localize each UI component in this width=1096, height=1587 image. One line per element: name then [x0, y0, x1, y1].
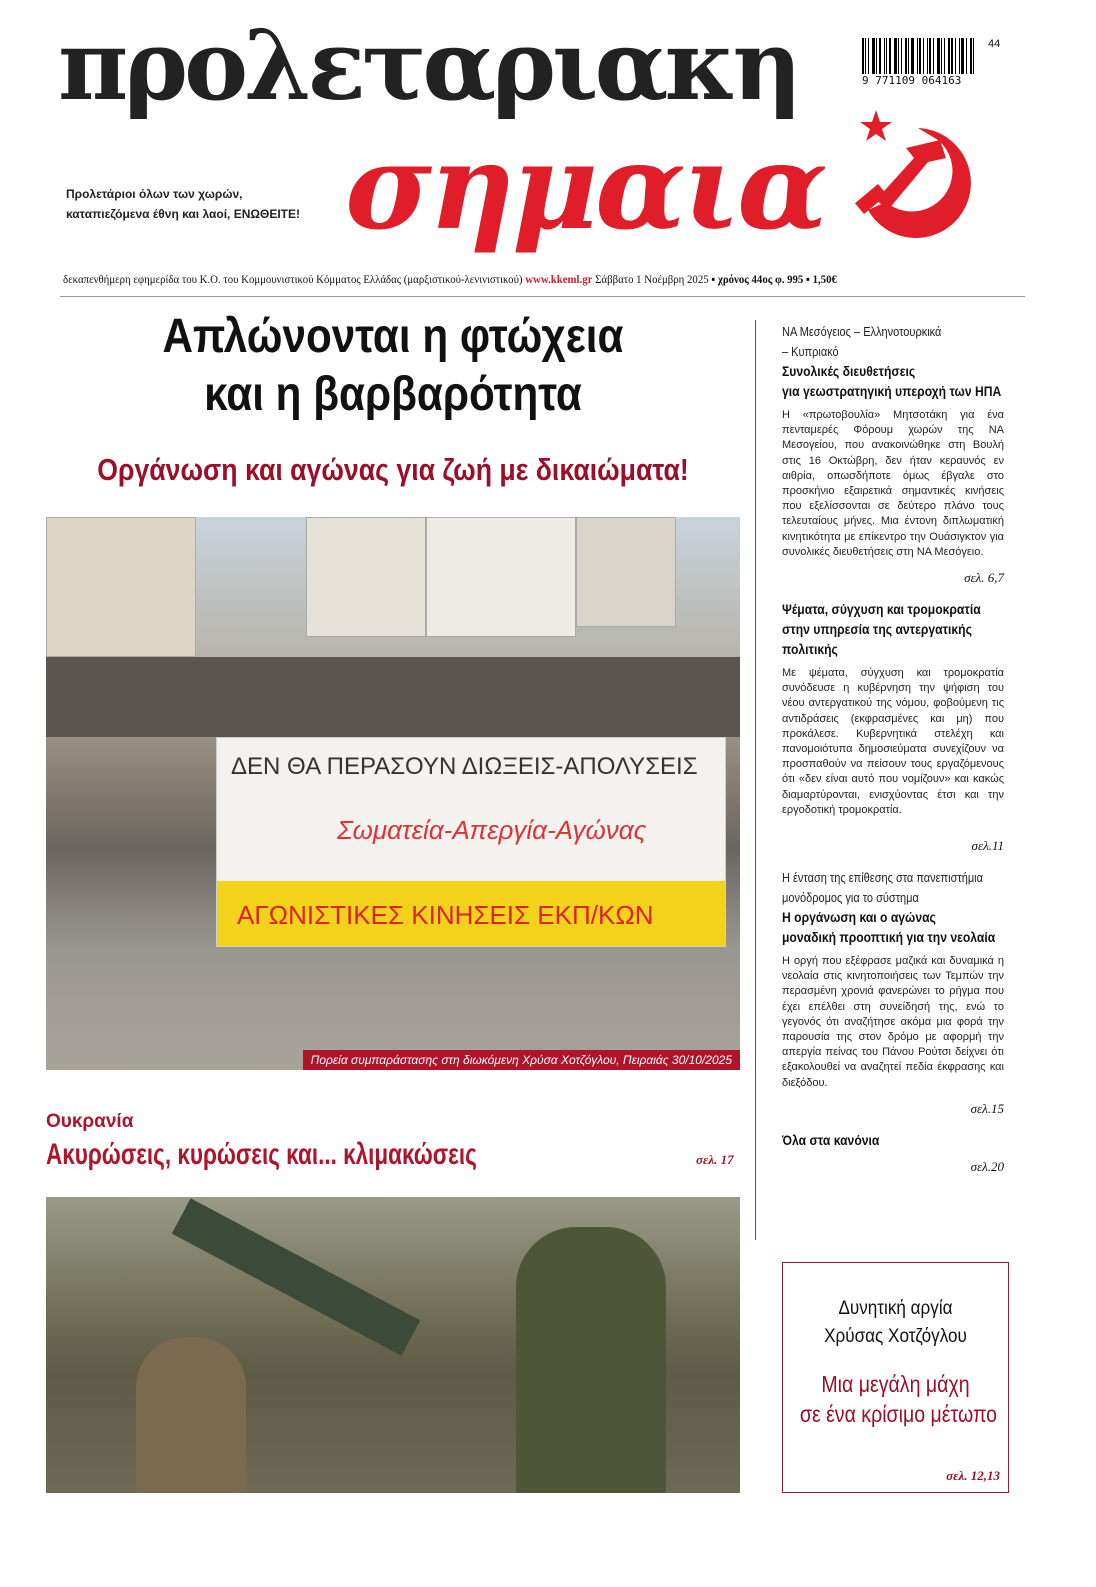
ukraine-photo [46, 1197, 740, 1493]
column-divider [755, 320, 756, 1240]
barcode-bar [905, 38, 907, 74]
banner-text: Σωματεία-Απεργία-Αγώνας [337, 815, 647, 845]
lead-subheadline: Οργάνωση και αγώνας για ζωή με δικαιώματα! [97, 452, 689, 487]
article-kicker: ΝΑ Μεσόγειος – Ελληνοτουρκικά [782, 325, 942, 339]
sidebar-article [782, 1131, 1004, 1175]
barcode-bar [927, 38, 928, 74]
barcode-bar [901, 38, 902, 74]
headline-line: και η βαρβαρότητα [204, 368, 582, 421]
barcode-bar [889, 38, 891, 74]
barcode-bars [862, 38, 982, 74]
article-page-ref: σελ.20 [970, 1158, 1004, 1174]
article-page-ref: σελ. 6,7 [964, 570, 1004, 586]
hammer-sickle-logo-icon [848, 100, 998, 250]
sidebar-article [782, 600, 1004, 854]
barcode-bar [955, 38, 956, 74]
barcode-bar [898, 38, 899, 74]
headline-line: Απλώνονται η φτώχεια [162, 310, 624, 363]
barcode-bar [862, 38, 864, 74]
article-kicker: μονόδρομος για το σύστημα [782, 891, 919, 906]
barcode-bar [908, 38, 909, 74]
slogan-line: Προλετάριοι όλων των χωρών, [66, 187, 243, 201]
article-title: Ψέματα, σύγχυση και τρομοκρατία [782, 602, 981, 618]
barcode-bar [884, 38, 885, 74]
barcode-bar [966, 38, 967, 74]
article-body: Η οργή που εξέφρασε μαζικά και δυναμικά η νεολαία στις κινητοποιήσεις των Τεμπών την περασμένη χρονιά φανερώνει το ρήγμα που έχει επέλθει στη συνείδησή της, ενώ το γεγονός ότι αναζήτησε ακόμα μια φορά την παρουσία της στον δρόμο με αφορμή την απεργία πείνας του Πάνου Ρούτσι δείχνει ότι εξακολουθεί να αναζητεί πεδία έκφρασης και διεξόδου. [782, 955, 1004, 1089]
barcode-bar [951, 38, 953, 74]
barcode-bar [919, 38, 921, 74]
article-title: Συνολικές διευθετήσεις [782, 364, 916, 379]
masthead-slogan [66, 184, 300, 224]
barcode-bar [917, 38, 918, 74]
article-body: Με ψέματα, σύγχυση και τρομοκρατία συνόδευσε η κυβέρνηση την ψήφιση του νέου αντεργατικού της νόμου, φοβούμενη τις αντιδράσεις (εκφρασμένες και μη) που προκάλεσε. Κυβερνητικά στελέχη και πανομοιότυπα δημοσιεύματα συνεχίζουν να προσπαθούν να πείσουν τους εργαζόμενους ότι «δεν είναι αυτό που νομίζουν» και κακώς διαμαρτύρονται, ενισχύοντας έτσι και την εργοδοτική τρομοκρατία. [782, 667, 1004, 816]
barcode-number: 9 771109 064163 [862, 74, 962, 87]
info-line: δεκαπενθήμερη εφημερίδα του Κ.Ο. του Κομμουνιστικού Κόμματος Ελλάδας (μαρξιστικού-λενινιστικού) www.kkeml.gr Σάββατο 1 Νοέμβρη 2025 ▪ χρόνος 44ος φ. 995 ▪ 1,50€ [63, 272, 837, 286]
issue-number: χρόνος 44ος φ. 995 [717, 272, 804, 286]
banner-text: ΑΓΩΝΙΣΤΙΚΕΣ ΚΙΝΗΣΕΙΣ ΕΚΠ/ΚΩΝ [237, 900, 654, 930]
masthead-title: προλεταριακη [58, 9, 799, 122]
article-title: Όλα στα κανόνια [782, 1132, 880, 1148]
barcode-bar [959, 38, 960, 74]
photo-caption: Πορεία συμπαράστασης στη διωκόμενη Χρύσα Χοτζόγλου, Πειραιάς 30/10/2025 [303, 1050, 740, 1070]
paper-description: δεκαπενθήμερη εφημερίδα του Κ.Ο. του Κομμουνιστικού Κόμματος Ελλάδας (μαρξιστικού-λενινιστικού) [63, 272, 523, 286]
featured-box [782, 1262, 1009, 1493]
barcode-bar [872, 38, 875, 74]
box-headline [799, 1369, 998, 1429]
barcode-bar [868, 38, 869, 74]
barcode [862, 38, 984, 88]
box-headline-line: Μια μεγάλη μάχη [821, 1371, 970, 1397]
issue-date: Σάββατο 1 Νοέμβρη 2025 [595, 272, 709, 286]
barcode-bar [929, 38, 931, 74]
article-body: Η «πρωτοβουλία» Μητσοτάκη για ένα πενταμερές Φόρουμ χωρών της ΝΑ Μεσογείου, που ανακοινώθηκε στη Βουλή στις 16 Οκτώβρη, δεν ήταν κεραυνός εν αιθρία, οπωσδήποτε όμως έβγαλε στο προσκήνιο εξαιρετικά σημαντικές κινήσεις που εξελίσσονται σε δεύτερο πλάνο τους τελευταίους μήνες. Μια έντονη διπλωματική κινητικότητα με επίκεντρο την Ουάσιγκτον για συνολικές διευθετήσεις στη ΝΑ Μεσόγειο. [782, 409, 1004, 558]
article-page-ref: σελ.11 [971, 838, 1004, 854]
article-kicker: Η ένταση της επίθεσης στα πανεπιστήμια [782, 871, 983, 886]
barcode-bar [894, 38, 897, 74]
barcode-bar [944, 38, 945, 74]
article-kicker: – Κυπριακό [782, 345, 839, 359]
protest-banner [216, 737, 726, 947]
barcode-bar [933, 38, 934, 74]
ukraine-page-ref: σελ. 17 [696, 1152, 734, 1167]
box-headline-line: σε ένα κρίσιμο μέτωπο [799, 1401, 998, 1427]
price: 1,50€ [812, 272, 837, 286]
sidebar-article [782, 868, 1004, 1117]
article-title: πολιτικής [782, 642, 838, 658]
barcode-bar [970, 38, 972, 74]
barcode-bar [973, 38, 974, 74]
barcode-bar [961, 38, 964, 74]
article-page-ref: σελ.15 [970, 1100, 1004, 1116]
box-title-line: Χρύσας Χοτζόγλου [824, 1326, 967, 1347]
barcode-bar [879, 38, 881, 74]
box-page-ref: σελ. 12,13 [946, 1468, 1000, 1483]
barcode-bar [923, 38, 924, 74]
barcode-bar [941, 38, 942, 74]
barcode-bar [886, 38, 887, 74]
lead-photo [46, 517, 740, 1070]
slogan-line: καταπιεζόμενα έθνη και λαοί, ΕΝΩΘΕΙΤΕ! [66, 207, 300, 221]
barcode-bar [876, 38, 877, 74]
ukraine-kicker: Ουκρανία [46, 1111, 134, 1132]
website-link[interactable]: www.kkeml.gr [525, 272, 593, 286]
banner-text: ΔΕΝ ΘΑ ΠΕΡΑΣΟΥΝ ΔΙΩΞΕΙΣ-ΑΠΟΛΥΣΕΙΣ [231, 753, 698, 780]
issue-code: 44 [988, 38, 1001, 50]
sidebar-column [782, 322, 1004, 1189]
barcode-bar [865, 38, 866, 74]
sidebar-article [782, 322, 1004, 586]
article-title: στην υπηρεσία της αντεργατικής [782, 622, 972, 638]
lead-headline [88, 308, 699, 424]
article-title: μοναδική προοπτική για την νεολαία [782, 930, 996, 946]
article-title: Η οργάνωση και ο αγώνας [782, 910, 936, 926]
header-rule [60, 296, 1025, 297]
barcode-bar [911, 38, 914, 74]
masthead-title-red: σημαια [345, 117, 825, 256]
article-title: για γεωστρατηγική υπεροχή των ΗΠΑ [782, 384, 1002, 399]
barcode-bar [948, 38, 950, 74]
box-title [794, 1295, 997, 1351]
ukraine-title: Ακυρώσεις, κυρώσεις και... κλιμακώσεις [46, 1138, 477, 1171]
barcode-bar [937, 38, 940, 74]
box-title-line: Δυνητική αργία [838, 1298, 953, 1319]
